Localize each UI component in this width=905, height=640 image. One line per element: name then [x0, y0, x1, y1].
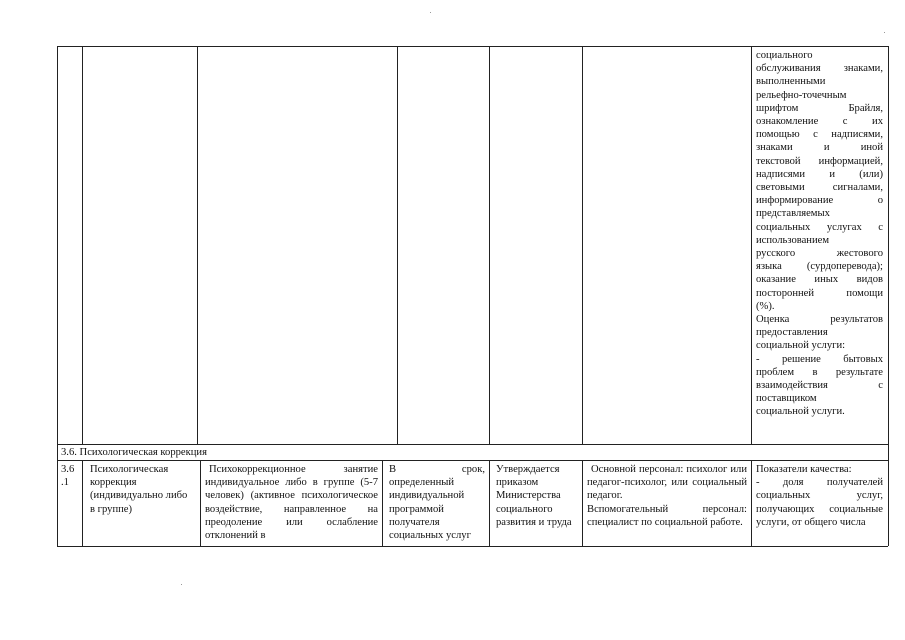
column-border	[200, 460, 201, 546]
text-line: представляемых	[756, 208, 830, 220]
text-line: рельефно-точечным	[756, 89, 847, 101]
text-line: знаками и иной	[756, 142, 883, 154]
row-number	[61, 463, 81, 489]
text-line: выполненными	[756, 76, 826, 88]
text-line: шрифтом Брайля,	[756, 102, 883, 114]
text-line: световыми сигналами,	[756, 182, 883, 194]
text-line: языка (сурдоперевода);	[756, 261, 883, 273]
scan-speck	[430, 12, 431, 13]
column-border	[751, 460, 752, 546]
text-line: помощью с надписями,	[756, 129, 883, 141]
column-border	[82, 460, 83, 546]
text-line: социального	[756, 50, 813, 61]
text-line: информирование о	[756, 195, 883, 207]
staff-aux: Вспомогательный персонал: специалист по социальной работе.	[587, 503, 747, 528]
column-border	[197, 46, 198, 444]
text-line: - решение бытовых	[756, 353, 883, 365]
table-top-border	[57, 46, 888, 47]
row-divider-361	[57, 460, 888, 461]
text-line: Оценка результатов	[756, 314, 883, 326]
text-line: текстовой информацией,	[756, 155, 883, 167]
column-border	[751, 46, 752, 444]
text-line: предоставления	[756, 327, 828, 339]
service-tariff: Утверждается приказом Министерства социального развития и труда	[496, 464, 572, 528]
row-number-part: .1	[61, 477, 69, 489]
row-divider-section	[57, 444, 888, 445]
column-border	[82, 46, 83, 444]
text-line: использованием	[756, 234, 830, 246]
text-line: проблем в результате	[756, 366, 883, 378]
text-line: обслуживания знаками,	[756, 63, 883, 75]
quality-indicators-continuation	[756, 49, 883, 419]
text-line: социальной услуги:	[756, 340, 846, 352]
text-line: социальных услугах с	[756, 221, 883, 233]
row-number-part: 3.6	[61, 464, 75, 475]
table-bottom-border	[57, 546, 888, 547]
text-line: надписями и (или)	[756, 168, 883, 180]
text-line: (%).	[756, 300, 775, 312]
column-border	[489, 460, 490, 546]
text-line: ознакомление с их	[756, 116, 883, 128]
text-line: посторонней помощи	[756, 287, 883, 299]
staff-main: Основной персонал: психолог или педагог-психолог, или социальный педагог.	[587, 464, 747, 502]
section-title: 3.6. Психологическая коррекция	[61, 447, 207, 458]
text-line: русского жестового	[756, 248, 883, 260]
quality-indicators	[756, 463, 883, 529]
column-border	[382, 460, 383, 546]
column-border	[57, 46, 58, 546]
service-term: В срок, определенный индивидуальной программой получателя социальных услуг	[389, 464, 485, 542]
text-line: социальной услуги.	[756, 406, 845, 418]
column-border	[489, 46, 490, 444]
text-line: взаимодействия с	[756, 380, 883, 392]
quality-indicators-text: Показатели качества: - доля получателей социальных услуг, получающих социальные услуги, от общего числа	[756, 464, 883, 528]
scan-speck	[884, 32, 885, 33]
text-line: поставщиком	[756, 393, 817, 405]
column-border	[888, 46, 889, 546]
column-border	[582, 460, 583, 546]
scan-speck	[181, 584, 182, 585]
column-border	[582, 46, 583, 444]
text-line: оказание иных видов	[756, 274, 883, 286]
column-border	[397, 46, 398, 444]
service-staff	[587, 463, 747, 529]
service-description: Психокоррекционное занятие индивидуальное либо в группе (5-7 человек) (активное психологическое воздействие, направленное на преодоление или ослабление отклонений в	[205, 464, 378, 542]
service-name: Психологическая коррекция (индивидуально либо в группе)	[90, 464, 188, 515]
